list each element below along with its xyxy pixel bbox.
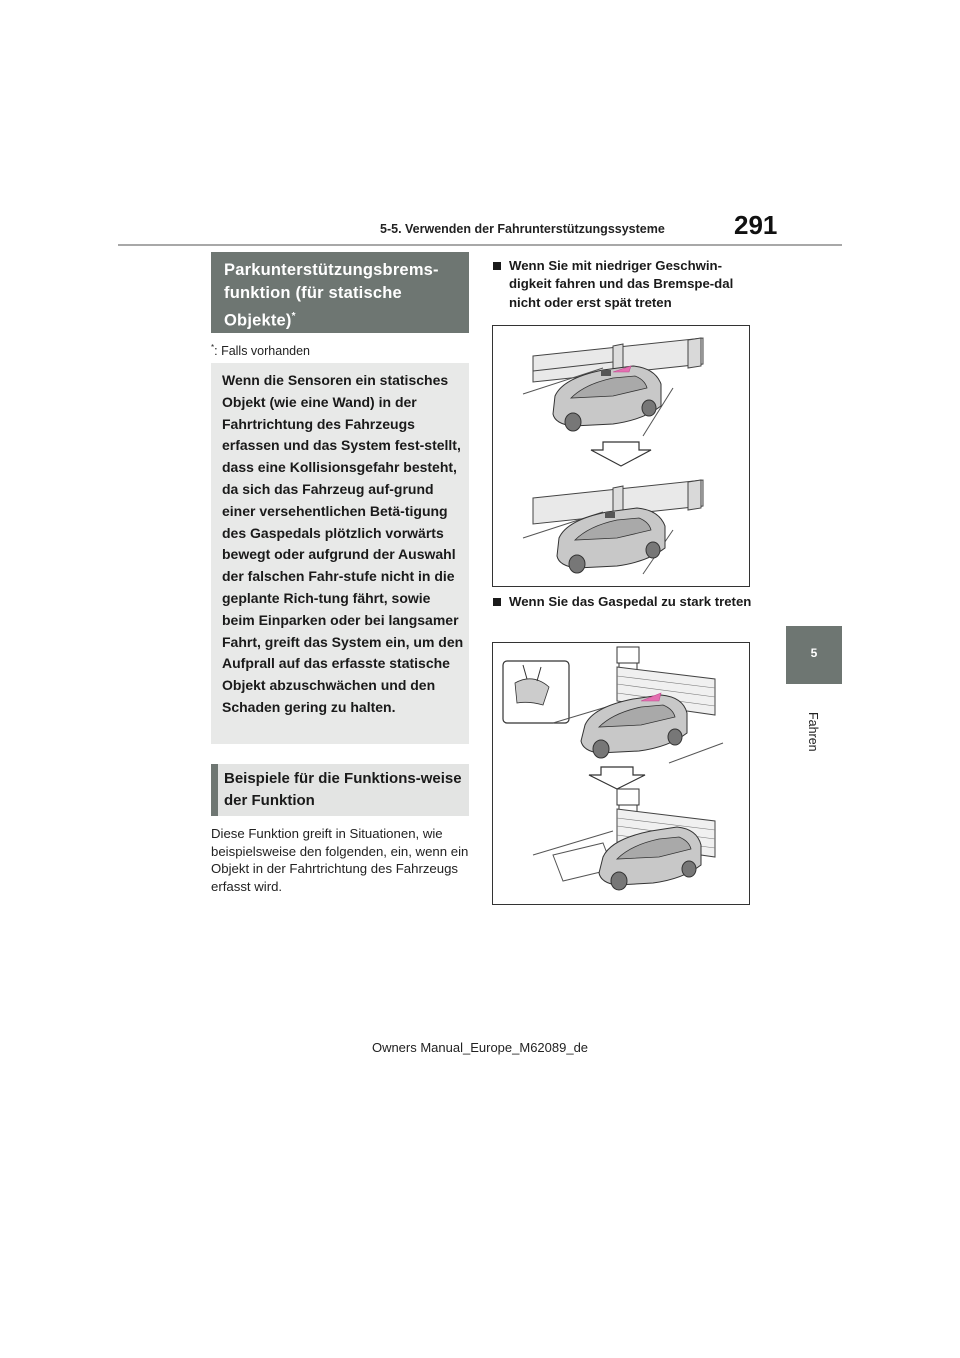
car-icon bbox=[581, 693, 687, 758]
bullet-square-icon bbox=[493, 257, 509, 312]
chapter-number: 5 bbox=[810, 646, 818, 660]
footnote-text: : Falls vorhanden bbox=[214, 344, 311, 359]
pedal-inset-icon bbox=[503, 661, 569, 723]
page-number: 291 bbox=[734, 210, 778, 240]
chapter-label: Fahren bbox=[806, 712, 820, 752]
title-line-3-text: Objekte) bbox=[224, 311, 292, 330]
illustration-low-speed-braking bbox=[492, 325, 750, 587]
example-item-1 bbox=[493, 257, 753, 312]
running-header: 5-5. Verwenden der Fahrunterstützungssysteme bbox=[380, 222, 665, 236]
illustration-accelerator-pressed bbox=[492, 642, 750, 905]
bullet-square-icon bbox=[493, 593, 509, 611]
title-line-2: funktion (für statische bbox=[224, 284, 402, 302]
footnote-mark: * bbox=[211, 343, 215, 352]
footnote bbox=[211, 343, 310, 358]
footer-text: Owners Manual_Europe_M62089_de bbox=[371, 1040, 589, 1055]
example-text-2: Wenn Sie das Gaspedal zu stark treten bbox=[509, 594, 752, 609]
title-line-1: Parkunterstützungsbrems- bbox=[224, 261, 439, 279]
body-paragraph: Diese Funktion greift in Situationen, wie beispielsweise den folgenden, ein, wenn ein Objekt in der Fahrtrichtung des Fahrzeugs erfasst wird. bbox=[211, 826, 469, 894]
car-icon bbox=[599, 827, 701, 890]
illustration-accelerator-svg bbox=[493, 643, 749, 904]
example-text-1: Wenn Sie mit niedriger Geschwin-digkeit fahren und das Bremspe-dal nicht oder erst spät treten bbox=[509, 258, 734, 310]
illustration-low-speed-svg bbox=[493, 326, 749, 586]
title-line-3 bbox=[224, 305, 464, 333]
example-item-2 bbox=[493, 593, 753, 611]
down-arrow-icon bbox=[589, 767, 645, 789]
page-title bbox=[224, 259, 464, 333]
section-heading-bar bbox=[211, 764, 218, 816]
header-divider bbox=[118, 244, 842, 246]
intro-text: Wenn die Sensoren ein statisches Objekt (wie eine Wand) in der Fahrtrichtung des Fahrzeugs erfassen und das System fest-stellt, dass eine Kollisionsgefahr besteht, da sich das Fahrzeug auf-grund einer versehentlichen Betä-tigung des Gaspedals plötzlich vorwärts bewegt oder aufgrund der Auswahl der falschen Fahr-stufe nicht in die geplante Rich-tung fährt, sowie beim Einparken oder bei langsamer Fahrt, greift das System ein, um den Aufprall auf das erfasste statische Objekt abzuschwächen und den Schaden gering zu halten. bbox=[222, 372, 464, 715]
title-footnote-mark: * bbox=[291, 311, 296, 322]
section-heading: Beispiele für die Funktions-weise der Funktion bbox=[224, 770, 462, 809]
down-arrow-icon bbox=[591, 442, 651, 466]
